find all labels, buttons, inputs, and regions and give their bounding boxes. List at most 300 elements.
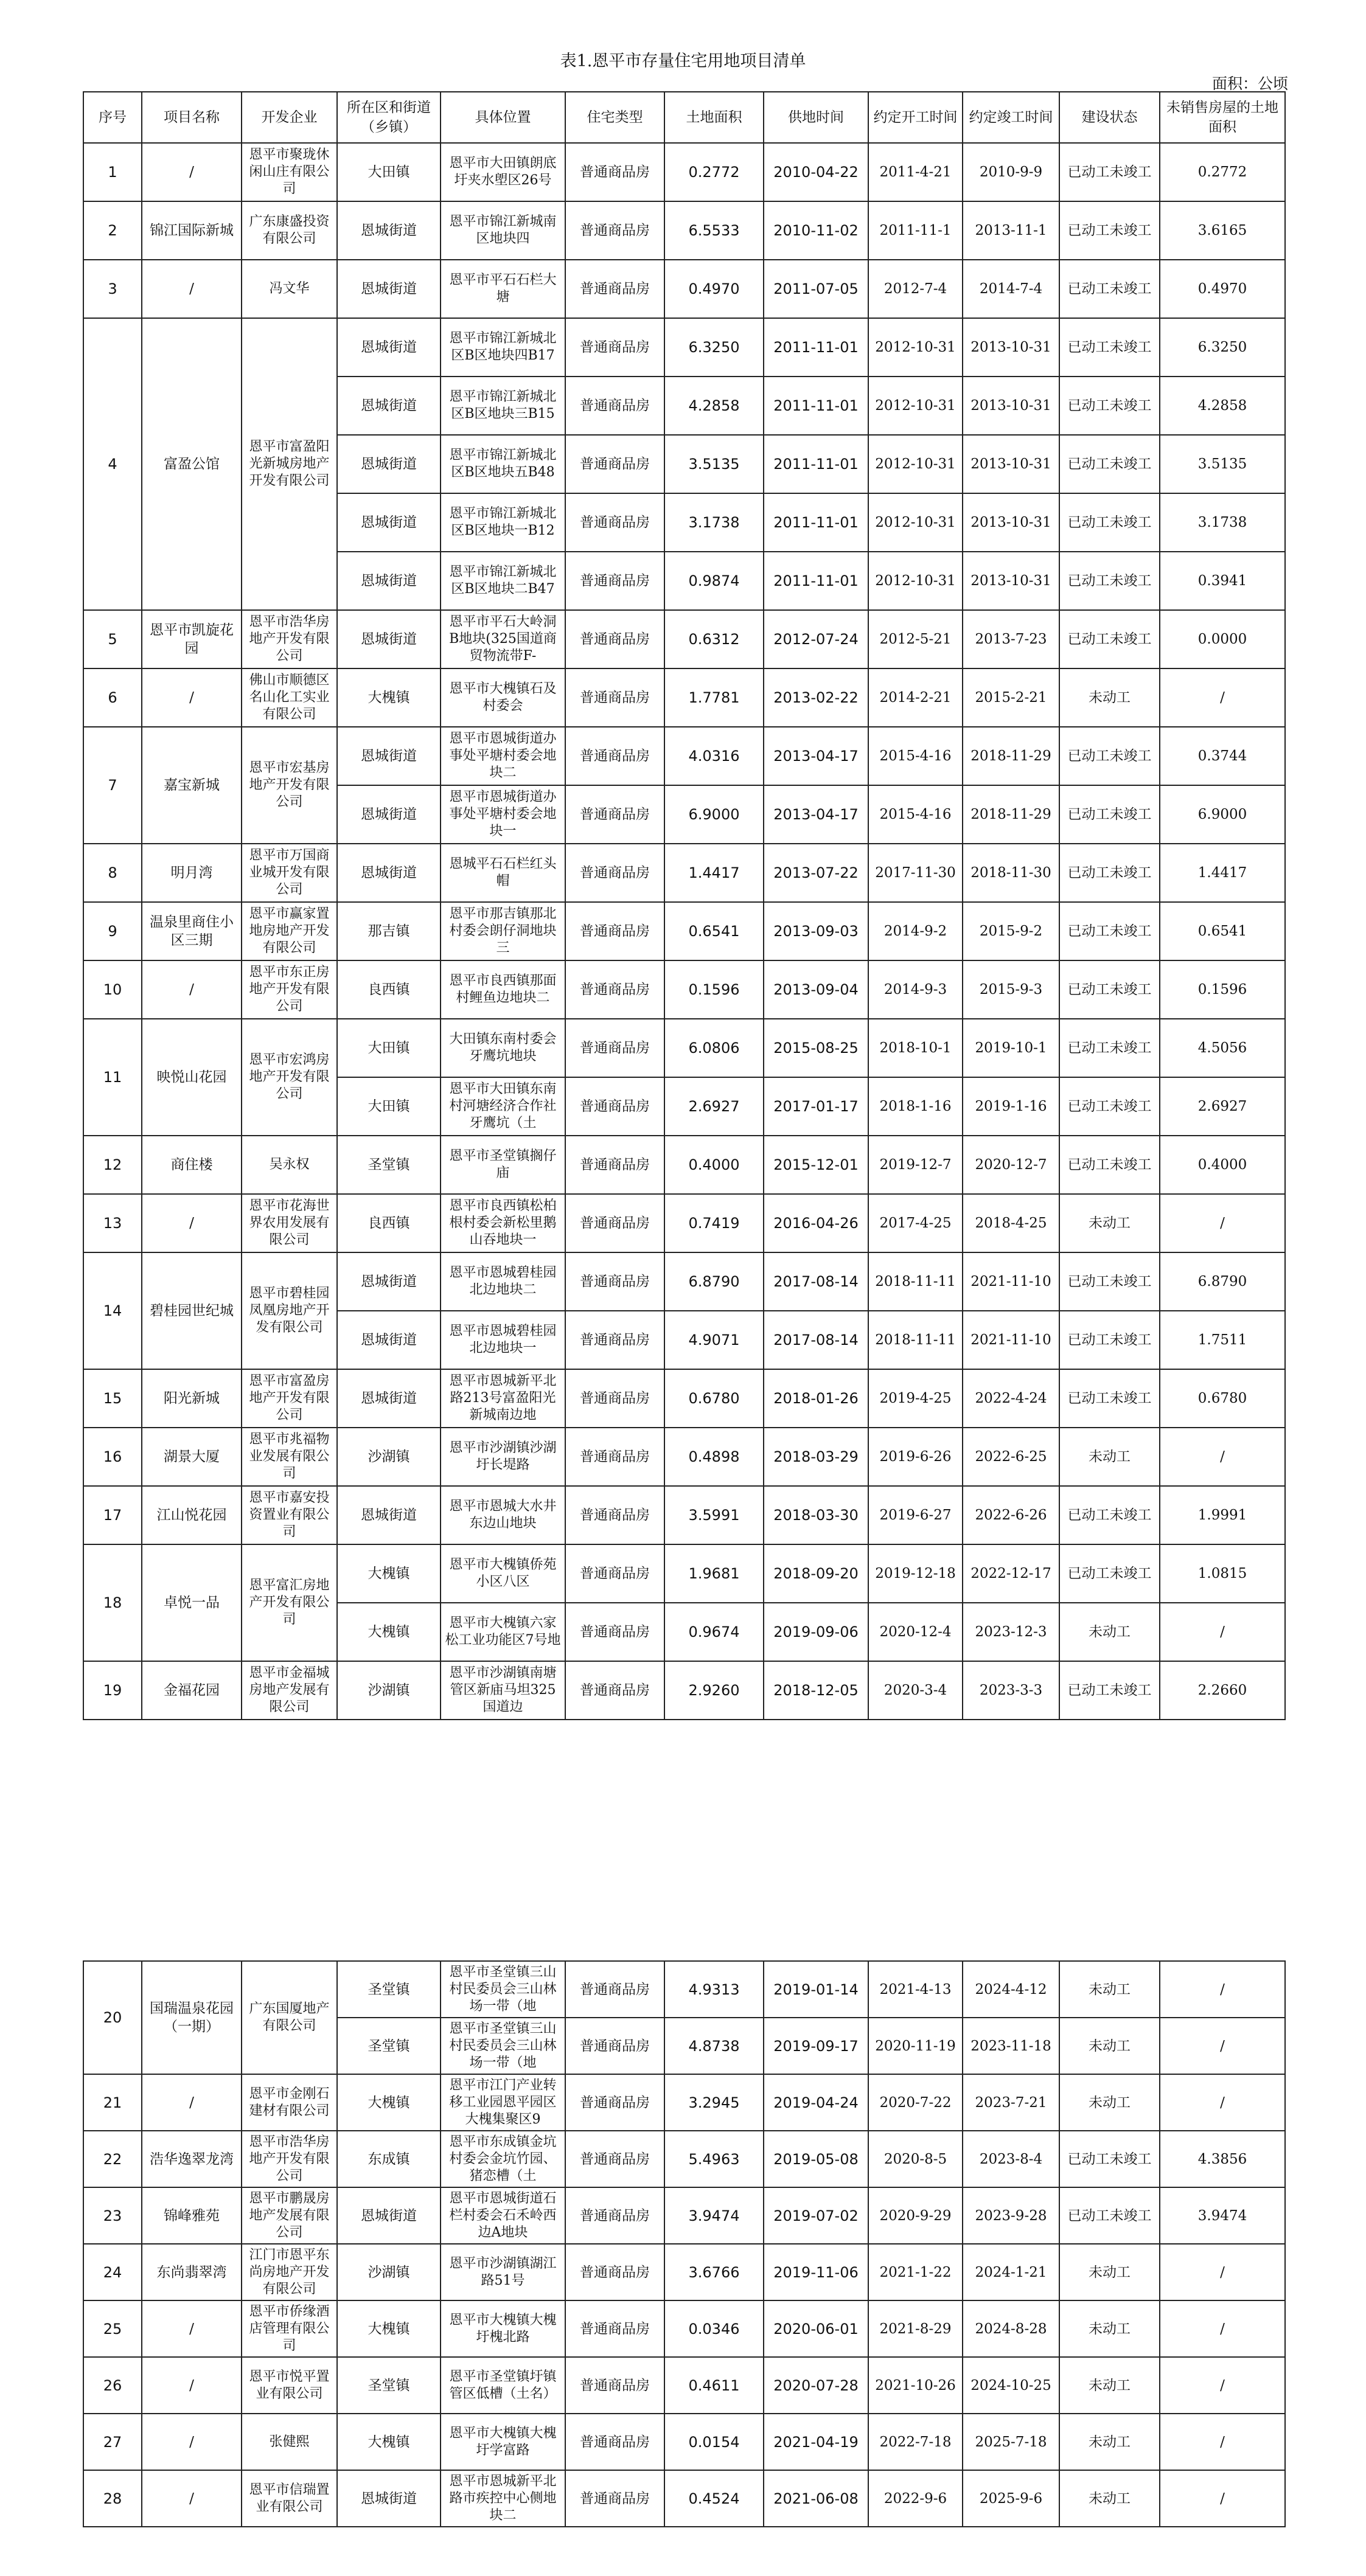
cell-no: 11 xyxy=(83,1019,142,1136)
cell-start-date: 2019-6-26 xyxy=(868,1428,963,1486)
header-status: 建设状态 xyxy=(1059,92,1160,143)
cell-housing-type: 普通商品房 xyxy=(565,610,664,668)
cell-completion-date: 2021-11-10 xyxy=(963,1252,1059,1311)
cell-completion-date: 2013-10-31 xyxy=(963,435,1059,493)
cell-start-date: 2018-11-11 xyxy=(868,1311,963,1369)
cell-start-date: 2022-7-18 xyxy=(868,2414,963,2470)
cell-no: 22 xyxy=(83,2131,142,2187)
cell-unsold-area: / xyxy=(1160,668,1285,727)
location-text: 恩平市大槐镇六家松工业功能区7号地 xyxy=(445,1616,561,1648)
cell-supply-date: 2013-07-22 xyxy=(764,844,868,902)
cell-district: 圣堂镇 xyxy=(337,1136,441,1194)
cell-completion-date: 2018-11-29 xyxy=(963,785,1059,844)
cell-supply-date: 2017-08-14 xyxy=(764,1252,868,1311)
cell-housing-type: 普通商品房 xyxy=(565,435,664,493)
location-text: 恩平市江门产业转移工业园恩平园区大槐集聚区9 xyxy=(449,2077,557,2127)
cell-land-area: 4.0316 xyxy=(664,727,764,785)
document-title: 表1.恩平市存量住宅用地项目清单 xyxy=(560,52,806,71)
cell-supply-date: 2019-09-17 xyxy=(764,2018,868,2074)
cell-unsold-area: / xyxy=(1160,2357,1285,2414)
cell-land-area: 6.0806 xyxy=(664,1019,764,1077)
cell-status: 未动工 xyxy=(1059,2470,1160,2527)
cell-housing-type: 普通商品房 xyxy=(565,668,664,727)
cell-district: 恩城街道 xyxy=(337,260,441,318)
cell-location xyxy=(441,1252,565,1311)
cell-unsold-area: 0.4000 xyxy=(1160,1136,1285,1194)
cell-status: 未动工 xyxy=(1059,2357,1160,2414)
cell-unsold-area: / xyxy=(1160,1194,1285,1252)
header-no: 序号 xyxy=(83,92,142,143)
cell-unsold-area: 0.6541 xyxy=(1160,902,1285,960)
cell-land-area: 4.2858 xyxy=(664,377,764,435)
cell-status: 已动工未竣工 xyxy=(1059,1077,1160,1136)
cell-developer: 恩平市悦平置业有限公司 xyxy=(242,2357,337,2414)
cell-district: 恩城街道 xyxy=(337,610,441,668)
cell-status: 已动工未竣工 xyxy=(1059,1486,1160,1544)
cell-completion-date: 2018-4-25 xyxy=(963,1194,1059,1252)
cell-status: 已动工未竣工 xyxy=(1059,1252,1160,1311)
cell-start-date: 2012-10-31 xyxy=(868,493,963,552)
cell-land-area: 4.9071 xyxy=(664,1311,764,1369)
cell-project-name: 湖景大厦 xyxy=(142,1428,242,1486)
cell-land-area: 0.4611 xyxy=(664,2357,764,2414)
cell-location xyxy=(441,201,565,260)
cell-supply-date: 2011-07-05 xyxy=(764,260,868,318)
table-row xyxy=(83,727,1285,785)
cell-land-area: 2.6927 xyxy=(664,1077,764,1136)
cell-housing-type: 普通商品房 xyxy=(565,1428,664,1486)
cell-unsold-area: 0.2772 xyxy=(1160,143,1285,201)
cell-status: 已动工未竣工 xyxy=(1059,318,1160,377)
cell-unsold-area: 0.3744 xyxy=(1160,727,1285,785)
cell-project-name: 锦峰雅苑 xyxy=(142,2187,242,2244)
cell-completion-date: 2023-7-21 xyxy=(963,2074,1059,2131)
cell-completion-date: 2013-10-31 xyxy=(963,377,1059,435)
cell-start-date: 2019-4-25 xyxy=(868,1369,963,1428)
cell-housing-type: 普通商品房 xyxy=(565,2018,664,2074)
cell-district: 那吉镇 xyxy=(337,902,441,960)
cell-status: 已动工未竣工 xyxy=(1059,1311,1160,1369)
cell-housing-type: 普通商品房 xyxy=(565,1486,664,1544)
cell-no: 10 xyxy=(83,960,142,1019)
table-row xyxy=(83,2414,1285,2470)
cell-location xyxy=(441,2470,565,2527)
cell-location xyxy=(441,2131,565,2187)
cell-start-date: 2012-10-31 xyxy=(868,435,963,493)
cell-status: 已动工未竣工 xyxy=(1059,260,1160,318)
cell-district: 大槐镇 xyxy=(337,668,441,727)
land-table-page-2 xyxy=(83,1960,1286,2527)
cell-status: 已动工未竣工 xyxy=(1059,2187,1160,2244)
cell-start-date: 2018-10-1 xyxy=(868,1019,963,1077)
cell-unsold-area: 6.3250 xyxy=(1160,318,1285,377)
location-text: 恩平市恩城新平北路市疾控中心侧地块二 xyxy=(449,2473,557,2523)
cell-no: 17 xyxy=(83,1486,142,1544)
cell-status: 已动工未竣工 xyxy=(1059,960,1160,1019)
cell-unsold-area: 3.9474 xyxy=(1160,2187,1285,2244)
cell-completion-date: 2024-1-21 xyxy=(963,2244,1059,2300)
cell-unsold-area: / xyxy=(1160,1603,1285,1661)
cell-no: 9 xyxy=(83,902,142,960)
table-row xyxy=(83,1369,1285,1428)
location-text: 恩平市大槐镇大槐圩槐北路 xyxy=(449,2312,557,2345)
cell-housing-type: 普通商品房 xyxy=(565,493,664,552)
cell-district: 良西镇 xyxy=(337,960,441,1019)
cell-land-area: 3.5135 xyxy=(664,435,764,493)
cell-unsold-area: 0.3941 xyxy=(1160,552,1285,610)
cell-developer: 恩平市兆福物业发展有限公司 xyxy=(242,1428,337,1486)
cell-start-date: 2012-10-31 xyxy=(868,552,963,610)
cell-no: 13 xyxy=(83,1194,142,1252)
location-text: 恩平市锦江新城北区B区地块四B17 xyxy=(449,331,557,363)
cell-land-area: 3.9474 xyxy=(664,2187,764,2244)
table-row xyxy=(83,960,1285,1019)
cell-no: 5 xyxy=(83,610,142,668)
cell-location xyxy=(441,552,565,610)
cell-start-date: 2012-10-31 xyxy=(868,377,963,435)
cell-project-name: 江山悦花园 xyxy=(142,1486,242,1544)
cell-land-area: 1.9681 xyxy=(664,1544,764,1603)
location-text: 大田镇东南村委会牙鹰坑地块 xyxy=(449,1032,557,1064)
table-row xyxy=(83,1544,1285,1603)
cell-unsold-area: 1.0815 xyxy=(1160,1544,1285,1603)
cell-location xyxy=(441,1544,565,1603)
cell-location xyxy=(441,668,565,727)
cell-status: 已动工未竣工 xyxy=(1059,377,1160,435)
cell-completion-date: 2015-9-3 xyxy=(963,960,1059,1019)
cell-location xyxy=(441,260,565,318)
cell-supply-date: 2020-06-01 xyxy=(764,2300,868,2357)
header-row xyxy=(83,92,1285,143)
cell-no: 2 xyxy=(83,201,142,260)
location-text: 恩平市大田镇东南村河塘经济合作社牙鹰坑（土 xyxy=(449,1081,557,1131)
cell-supply-date: 2011-11-01 xyxy=(764,318,868,377)
cell-housing-type: 普通商品房 xyxy=(565,1252,664,1311)
cell-developer: 广东国厦地产有限公司 xyxy=(242,1961,337,2074)
cell-status: 已动工未竣工 xyxy=(1059,1136,1160,1194)
table-row xyxy=(83,1486,1285,1544)
cell-district: 沙湖镇 xyxy=(337,2244,441,2300)
cell-start-date: 2019-12-7 xyxy=(868,1136,963,1194)
cell-land-area: 2.9260 xyxy=(664,1661,764,1720)
cell-project-name: 碧桂园世纪城 xyxy=(142,1252,242,1369)
location-text: 恩平市圣堂镇搁仔庙 xyxy=(449,1148,557,1181)
cell-supply-date: 2021-04-19 xyxy=(764,2414,868,2470)
cell-project-name: 映悦山花园 xyxy=(142,1019,242,1136)
location-text: 恩平市恩城碧桂园北边地块二 xyxy=(449,1265,557,1297)
cell-no: 27 xyxy=(83,2414,142,2470)
cell-district: 恩城街道 xyxy=(337,727,441,785)
cell-housing-type: 普通商品房 xyxy=(565,260,664,318)
cell-location xyxy=(441,318,565,377)
location-text: 恩平市锦江新城北区B区地块二B47 xyxy=(449,564,557,597)
cell-supply-date: 2018-01-26 xyxy=(764,1369,868,1428)
cell-start-date: 2020-7-22 xyxy=(868,2074,963,2131)
cell-land-area: 0.6312 xyxy=(664,610,764,668)
cell-start-date: 2018-11-11 xyxy=(868,1252,963,1311)
cell-housing-type: 普通商品房 xyxy=(565,2357,664,2414)
cell-start-date: 2011-11-1 xyxy=(868,201,963,260)
cell-location xyxy=(441,143,565,201)
table-row xyxy=(83,2357,1285,2414)
location-text: 恩平市圣堂镇圩镇管区低槽（土名） xyxy=(449,2369,557,2401)
cell-unsold-area: 4.5056 xyxy=(1160,1019,1285,1077)
cell-housing-type: 普通商品房 xyxy=(565,1311,664,1369)
cell-no: 19 xyxy=(83,1661,142,1720)
cell-developer: 吴永权 xyxy=(242,1136,337,1194)
cell-completion-date: 2023-8-4 xyxy=(963,2131,1059,2187)
cell-land-area: 6.3250 xyxy=(664,318,764,377)
cell-housing-type: 普通商品房 xyxy=(565,2187,664,2244)
cell-project-name: / xyxy=(142,2300,242,2357)
cell-developer: 恩平市鹏晟房地产发展有限公司 xyxy=(242,2187,337,2244)
cell-location xyxy=(441,1661,565,1720)
cell-unsold-area: 1.7511 xyxy=(1160,1311,1285,1369)
cell-land-area: 0.9674 xyxy=(664,1603,764,1661)
cell-unsold-area: 0.6780 xyxy=(1160,1369,1285,1428)
cell-completion-date: 2019-1-16 xyxy=(963,1077,1059,1136)
cell-supply-date: 2019-09-06 xyxy=(764,1603,868,1661)
cell-housing-type: 普通商品房 xyxy=(565,727,664,785)
table-row xyxy=(83,2470,1285,2527)
cell-housing-type: 普通商品房 xyxy=(565,960,664,1019)
cell-land-area: 4.8738 xyxy=(664,2018,764,2074)
cell-developer: 恩平市浩华房地产开发有限公司 xyxy=(242,2131,337,2187)
cell-supply-date: 2019-04-24 xyxy=(764,2074,868,2131)
cell-housing-type: 普通商品房 xyxy=(565,902,664,960)
cell-status: 未动工 xyxy=(1059,1194,1160,1252)
cell-land-area: 3.1738 xyxy=(664,493,764,552)
cell-location xyxy=(441,2244,565,2300)
cell-unsold-area: 3.6165 xyxy=(1160,201,1285,260)
cell-status: 已动工未竣工 xyxy=(1059,1661,1160,1720)
cell-start-date: 2017-4-25 xyxy=(868,1194,963,1252)
cell-status: 已动工未竣工 xyxy=(1059,201,1160,260)
cell-developer: 恩平市嘉安投资置业有限公司 xyxy=(242,1486,337,1544)
cell-supply-date: 2018-12-05 xyxy=(764,1661,868,1720)
table-row xyxy=(83,2244,1285,2300)
cell-start-date: 2020-3-4 xyxy=(868,1661,963,1720)
cell-completion-date: 2022-4-24 xyxy=(963,1369,1059,1428)
cell-no: 26 xyxy=(83,2357,142,2414)
cell-district: 恩城街道 xyxy=(337,435,441,493)
header-location: 具体位置 xyxy=(441,92,565,143)
cell-location xyxy=(441,2414,565,2470)
cell-supply-date: 2018-03-30 xyxy=(764,1486,868,1544)
cell-supply-date: 2018-03-29 xyxy=(764,1428,868,1486)
location-text: 恩平市东成镇金坑村委会金坑竹园、猪恋槽（土 xyxy=(449,2134,557,2184)
cell-status: 未动工 xyxy=(1059,2244,1160,2300)
table-row xyxy=(83,844,1285,902)
cell-district: 圣堂镇 xyxy=(337,1961,441,2018)
cell-location xyxy=(441,960,565,1019)
cell-district: 大槐镇 xyxy=(337,2414,441,2470)
header-project-name: 项目名称 xyxy=(142,92,242,143)
cell-land-area: 0.4524 xyxy=(664,2470,764,2527)
cell-unsold-area: 4.3856 xyxy=(1160,2131,1285,2187)
cell-project-name: / xyxy=(142,1194,242,1252)
cell-start-date: 2014-2-21 xyxy=(868,668,963,727)
unit-label: 面积：公顷 xyxy=(1211,75,1288,92)
cell-housing-type: 普通商品房 xyxy=(565,1019,664,1077)
cell-no: 1 xyxy=(83,143,142,201)
cell-supply-date: 2019-11-06 xyxy=(764,2244,868,2300)
cell-land-area: 3.6766 xyxy=(664,2244,764,2300)
cell-land-area: 1.7781 xyxy=(664,668,764,727)
cell-status: 已动工未竣工 xyxy=(1059,1019,1160,1077)
cell-status: 未动工 xyxy=(1059,2414,1160,2470)
cell-project-name: 金福花园 xyxy=(142,1661,242,1720)
cell-supply-date: 2011-11-01 xyxy=(764,552,868,610)
cell-project-name: 嘉宝新城 xyxy=(142,727,242,844)
cell-status: 未动工 xyxy=(1059,2018,1160,2074)
cell-location xyxy=(441,2187,565,2244)
cell-project-name: 富盈公馆 xyxy=(142,318,242,610)
cell-no: 15 xyxy=(83,1369,142,1428)
cell-housing-type: 普通商品房 xyxy=(565,844,664,902)
cell-project-name: / xyxy=(142,960,242,1019)
table-row xyxy=(83,2074,1285,2131)
location-text: 恩平市大田镇朗底圩夹水塱区26号 xyxy=(449,156,557,188)
cell-developer: 广东康盛投资有限公司 xyxy=(242,201,337,260)
cell-district: 大田镇 xyxy=(337,1077,441,1136)
table-row xyxy=(83,2131,1285,2187)
table-row xyxy=(83,260,1285,318)
cell-developer: 江门市恩平东尚房地产开发有限公司 xyxy=(242,2244,337,2300)
location-text: 恩平市恩城大水井东边山地块 xyxy=(449,1499,557,1531)
cell-completion-date: 2024-8-28 xyxy=(963,2300,1059,2357)
cell-district: 恩城街道 xyxy=(337,785,441,844)
cell-status: 已动工未竣工 xyxy=(1059,143,1160,201)
cell-district: 沙湖镇 xyxy=(337,1661,441,1720)
cell-start-date: 2019-12-18 xyxy=(868,1544,963,1603)
cell-land-area: 1.4417 xyxy=(664,844,764,902)
cell-unsold-area: 2.2660 xyxy=(1160,1661,1285,1720)
location-text: 恩平市锦江新城南区地块四 xyxy=(449,214,557,246)
cell-project-name: / xyxy=(142,2074,242,2131)
location-text: 恩平市恩城街道石栏村委会石禾岭西边A地块 xyxy=(449,2190,557,2240)
cell-developer: 恩平市富盈阳光新城房地产开发有限公司 xyxy=(242,318,337,610)
cell-start-date: 2020-12-4 xyxy=(868,1603,963,1661)
cell-completion-date: 2013-11-1 xyxy=(963,201,1059,260)
cell-location xyxy=(441,727,565,785)
cell-no: 28 xyxy=(83,2470,142,2527)
cell-district: 恩城街道 xyxy=(337,2470,441,2527)
cell-developer: 恩平市万国商业城开发有限公司 xyxy=(242,844,337,902)
cell-housing-type: 普通商品房 xyxy=(565,2414,664,2470)
table-row xyxy=(83,201,1285,260)
cell-start-date: 2012-7-4 xyxy=(868,260,963,318)
cell-unsold-area: 0.4970 xyxy=(1160,260,1285,318)
cell-no: 12 xyxy=(83,1136,142,1194)
cell-land-area: 4.9313 xyxy=(664,1961,764,2018)
cell-land-area: 0.4970 xyxy=(664,260,764,318)
table-row xyxy=(83,902,1285,960)
cell-completion-date: 2013-10-31 xyxy=(963,318,1059,377)
cell-supply-date: 2019-05-08 xyxy=(764,2131,868,2187)
cell-unsold-area: 6.9000 xyxy=(1160,785,1285,844)
land-table-page-1 xyxy=(83,91,1286,1720)
cell-district: 恩城街道 xyxy=(337,1252,441,1311)
cell-land-area: 0.4000 xyxy=(664,1136,764,1194)
cell-district: 恩城街道 xyxy=(337,1311,441,1369)
cell-land-area: 0.0346 xyxy=(664,2300,764,2357)
cell-project-name: / xyxy=(142,2414,242,2470)
cell-location xyxy=(441,2018,565,2074)
cell-housing-type: 普通商品房 xyxy=(565,1661,664,1720)
cell-start-date: 2019-6-27 xyxy=(868,1486,963,1544)
cell-housing-type: 普通商品房 xyxy=(565,552,664,610)
cell-completion-date: 2023-3-3 xyxy=(963,1661,1059,1720)
cell-no: 16 xyxy=(83,1428,142,1486)
cell-completion-date: 2024-10-25 xyxy=(963,2357,1059,2414)
cell-supply-date: 2015-08-25 xyxy=(764,1019,868,1077)
cell-completion-date: 2020-12-7 xyxy=(963,1136,1059,1194)
cell-supply-date: 2020-07-28 xyxy=(764,2357,868,2414)
cell-land-area: 0.6541 xyxy=(664,902,764,960)
cell-district: 恩城街道 xyxy=(337,318,441,377)
cell-completion-date: 2013-10-31 xyxy=(963,552,1059,610)
cell-start-date: 2020-11-19 xyxy=(868,2018,963,2074)
location-text: 恩平市平石大岭洞B地块(325国道商贸物流带F- xyxy=(449,614,557,664)
cell-no: 24 xyxy=(83,2244,142,2300)
cell-project-name: / xyxy=(142,260,242,318)
cell-district: 大田镇 xyxy=(337,143,441,201)
cell-developer: 恩平市金福城房地产发展有限公司 xyxy=(242,1661,337,1720)
cell-location xyxy=(441,1077,565,1136)
location-text: 恩平市沙湖镇湖江路51号 xyxy=(449,2255,557,2288)
cell-land-area: 0.9874 xyxy=(664,552,764,610)
location-text: 恩平市锦江新城北区B区地块一B12 xyxy=(449,506,557,538)
cell-no: 20 xyxy=(83,1961,142,2074)
cell-location xyxy=(441,1311,565,1369)
cell-completion-date: 2024-4-12 xyxy=(963,1961,1059,2018)
cell-supply-date: 2011-11-01 xyxy=(764,435,868,493)
cell-status: 未动工 xyxy=(1059,1961,1160,2018)
cell-project-name: 卓悦一品 xyxy=(142,1544,242,1661)
cell-status: 已动工未竣工 xyxy=(1059,844,1160,902)
header-start-date: 约定开工时间 xyxy=(868,92,963,143)
cell-housing-type: 普通商品房 xyxy=(565,1961,664,2018)
cell-district: 大槐镇 xyxy=(337,2300,441,2357)
cell-status: 已动工未竣工 xyxy=(1059,1369,1160,1428)
cell-location xyxy=(441,1194,565,1252)
cell-completion-date: 2018-11-29 xyxy=(963,727,1059,785)
cell-location xyxy=(441,435,565,493)
cell-completion-date: 2010-9-9 xyxy=(963,143,1059,201)
cell-developer: 张健熙 xyxy=(242,2414,337,2470)
location-text: 恩平市大槐镇大槐圩学富路 xyxy=(449,2425,557,2458)
cell-start-date: 2014-9-2 xyxy=(868,902,963,960)
cell-project-name: 商住楼 xyxy=(142,1136,242,1194)
cell-no: 14 xyxy=(83,1252,142,1369)
cell-unsold-area: 0.0000 xyxy=(1160,610,1285,668)
location-text: 恩平市大槐镇侨苑小区八区 xyxy=(449,1557,557,1589)
cell-district: 恩城街道 xyxy=(337,201,441,260)
cell-status: 已动工未竣工 xyxy=(1059,1544,1160,1603)
table-row xyxy=(83,668,1285,727)
cell-district: 大田镇 xyxy=(337,1019,441,1077)
cell-start-date: 2018-1-16 xyxy=(868,1077,963,1136)
header-developer: 开发企业 xyxy=(242,92,337,143)
cell-district: 圣堂镇 xyxy=(337,2357,441,2414)
cell-start-date: 2012-5-21 xyxy=(868,610,963,668)
table-row xyxy=(83,1019,1285,1077)
cell-completion-date: 2013-7-23 xyxy=(963,610,1059,668)
cell-location xyxy=(441,610,565,668)
cell-unsold-area: / xyxy=(1160,1428,1285,1486)
cell-district: 圣堂镇 xyxy=(337,2018,441,2074)
